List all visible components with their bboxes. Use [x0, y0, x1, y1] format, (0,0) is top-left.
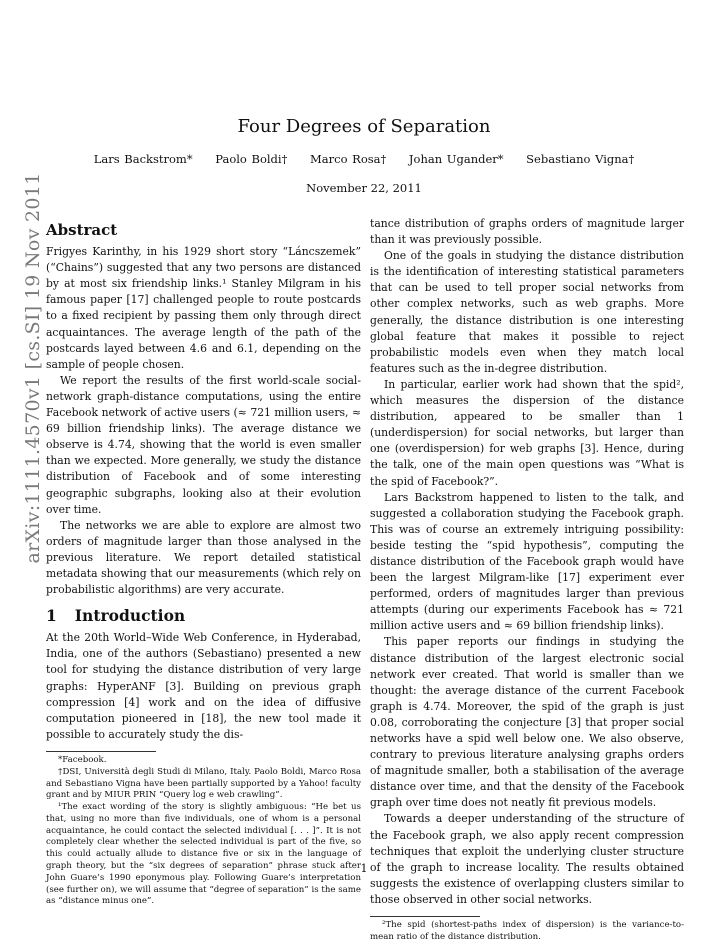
footnotes-right	[370, 920, 684, 944]
footnote-rule	[370, 916, 480, 917]
abstract-heading: Abstract	[46, 221, 118, 239]
section-heading-introduction	[46, 608, 361, 624]
body-paragraph: One of the goals in studying the distance distribution is the identification of interesting statistical parameters that can be used to tell proper social networks from other complex networks, such as web graphs. More generally, the distance distribution is one interesting global feature that makes it possible to reject probabilistic models even when they match local features such as the in-degree distribution.	[370, 249, 684, 375]
footnote-affiliation-facebook: *Facebook.	[58, 754, 107, 765]
body-paragraph: Lars Backstrom happened to listen to the talk, and suggested a collaboration studying the Facebook graph. This was of course an extremely intriguing possibility: beside testing the “spid hypothesis”, computing the distance distribution of the Facebook graph would have been the largest Milgram-like [17] experiment ever performed, orders of magnitudes larger than previous attempts (during our experiments Facebook has ≈ 721 million active users and ≈ 69 billion friendship links).	[370, 490, 684, 633]
left-column	[46, 222, 361, 908]
author: Marco Rosa†	[310, 152, 387, 166]
body-paragraph: Towards a deeper understanding of the structure of the Facebook graph, we also apply recent compression techniques that exploit the underlying cluster structure of the graph to increase locality. The results obtained suggests the existence of overlapping clusters similar to those observed in other social networks.	[370, 812, 684, 906]
footnote-affiliation-dsi: †DSI, Università degli Studi di Milano, Italy. Paolo Boldi, Marco Rosa and Sebastiano Vigna have been partially supported by a Yahoo! faculty grant and by MIUR PRIN “Query log e web crawling”.	[46, 766, 361, 801]
abstract-paragraph: Frigyes Karinthy, in his 1929 short story “Láncszemek” (“Chains”) suggested that any two persons are distanced by at most six friendship links.¹ Stanley Milgram in his famous paper [17] challenged people to route postcards to a fixed recipient by passing them only through direct acquaintances. The average length of the path of the postcards layed between 4.6 and 6.1, depending on the sample of people chosen.	[46, 245, 361, 371]
footnote-1: ¹The exact wording of the story is slightly ambiguous: “He bet us that, using no more than five individuals, one of whom is a personal acquaintance, he could contact the selected individual [. . . ]”. It is not completely clear whether the selected individual is part of the five, so this could actually allude to distance five or six in the language of graph theory, but the “six degrees of separation” phrase stuck after John Guare’s 1990 eponymous play. Following Guare’s interpretation (see further on), we will assume that “degree of separation” is the same as “distance minus one”.	[46, 802, 361, 907]
body-paragraph: tance distribution of graphs orders of magnitude larger than it was previously possible.	[370, 217, 684, 247]
page-number: 1	[360, 862, 368, 875]
author-list	[0, 152, 728, 166]
arxiv-id: arXiv:1111.4570v1 [cs.SI] 19 Nov 2011	[22, 172, 44, 564]
footnotes-left	[46, 755, 361, 908]
abstract-paragraph: We report the results of the first world-scale social-network graph-distance computations, using the entire Facebook network of active users (≈ 721 million users, ≈ 69 billion friendship links). The average distance we observe is 4.74, showing that the world is even smaller than we expected. More generally, we study the distance distribution of Facebook and of some interesting geographic subgraphs, looking also at their evolution over time.	[46, 373, 361, 516]
section-number: 1	[46, 606, 57, 626]
paper-date: November 22, 2011	[306, 181, 422, 195]
section-title: Introduction	[74, 606, 186, 626]
abstract-paragraph: The networks we are able to explore are almost two orders of magnitude larger than those analysed in the previous literature. We report detailed statistical metadata showing that our measurements (which rely on probabilistic algorithms) are very accurate.	[46, 518, 361, 597]
author: Lars Backstrom*	[93, 152, 193, 166]
right-column	[370, 216, 684, 944]
paper-title: Four Degrees of Separation	[237, 116, 491, 137]
intro-paragraph: At the 20th World–Wide Web Conference, in Hyderabad, India, one of the authors (Sebastiano) presented a new tool for studying the distance distribution of very large graphs: HyperANF [3]. Building on previous graph compression [4] work and on the idea of diffusive computation pioneered in [18], the new tool made it possible to accurately study the dis-	[46, 631, 361, 741]
author: Paolo Boldi†	[215, 152, 288, 166]
body-paragraph: In particular, earlier work had shown that the spid², which measures the dispersion of the distance distribution, appeared to be smaller than 1 (underdispersion) for social networks, but larger than one (overdispersion) for web graphs [3]. Hence, during the talk, one of the main open questions was “What is the spid of Facebook?”.	[370, 377, 684, 488]
footnote-2: ²The spid (shortest-paths index of dispersion) is the variance-to-mean ratio of the distance distribution.	[370, 920, 684, 942]
footnote-rule	[46, 751, 156, 752]
author: Sebastiano Vigna†	[526, 152, 635, 166]
author: Johan Ugander*	[408, 152, 504, 166]
body-paragraph: This paper reports our findings in studying the distance distribution of the largest electronic social network ever created. That world is smaller than we thought: the average distance of the current Facebook graph is 4.74. Moreover, the spid of the graph is just 0.08, corroborating the conjecture [3] that proper social networks have a spid well below one. We also observe, contrary to previous literature analysing graphs orders of magnitude smaller, both a stabilisation of the average distance over time, and that the density of the Facebook graph over time does not neatly fit previous models.	[370, 635, 684, 810]
